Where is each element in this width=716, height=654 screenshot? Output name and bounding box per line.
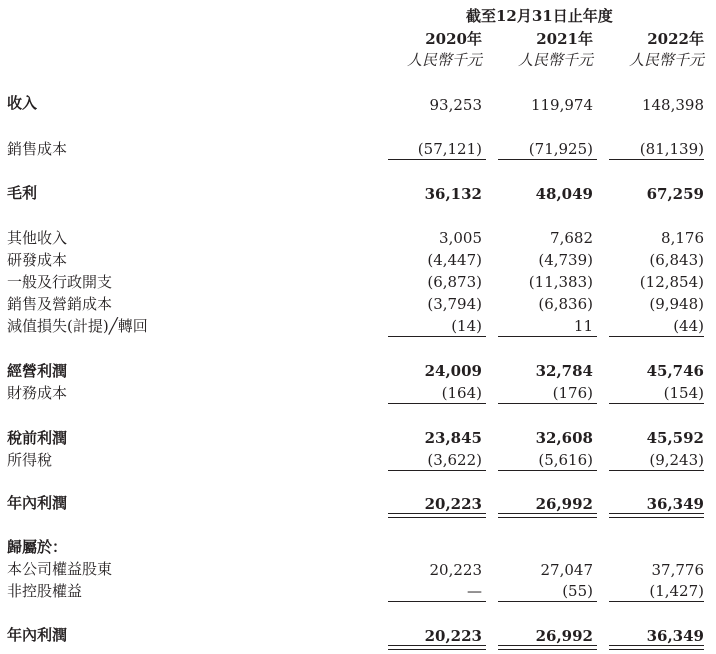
- row-label-profit-before-tax: 稅前利潤: [7, 429, 68, 447]
- income-tax-2022: (9,243): [649, 451, 704, 469]
- row-label-selling-costs: 銷售及營銷成本: [7, 295, 113, 313]
- cost-of-sales-2020: (57,121): [417, 140, 482, 158]
- unit-header-2021: 人民幣千元: [517, 51, 593, 69]
- profit-for-year-2021: 26,992: [535, 495, 593, 513]
- impairment-2022: (44): [673, 317, 704, 335]
- profit-for-year-2022: 36,349: [646, 495, 704, 513]
- year-header-2021: 2021年: [536, 30, 593, 48]
- admin-expenses-2020: (6,873): [427, 273, 482, 291]
- admin-expenses-2022: (12,854): [639, 273, 704, 291]
- income-tax-2021: (5,616): [538, 451, 593, 469]
- row-label-finance-costs: 財務成本: [7, 384, 68, 402]
- underline: [388, 403, 486, 404]
- year-header-2020: 2020年: [425, 30, 482, 48]
- double-underline: [609, 513, 704, 518]
- selling-costs-2020: (3,794): [427, 295, 482, 313]
- row-label-operating-profit: 經營利潤: [7, 362, 68, 380]
- row-label-other-income: 其他收入: [7, 229, 68, 247]
- underline: [498, 403, 597, 404]
- row-label-admin-expenses: 一般及行政開支: [7, 273, 113, 291]
- row-label-nci: 非控股權益: [7, 582, 83, 600]
- cost-of-sales-2022: (81,139): [639, 140, 704, 158]
- row-label-income-tax: 所得稅: [7, 451, 53, 469]
- rd-costs-2022: (6,843): [649, 251, 704, 269]
- unit-header-2022: 人民幣千元: [628, 51, 704, 69]
- finance-costs-2022: (154): [663, 384, 704, 402]
- year-header-2022: 2022年: [647, 30, 704, 48]
- revenue-2020: 93,253: [429, 96, 482, 114]
- underline: [388, 336, 486, 337]
- row-label-gross-profit: 毛利: [7, 184, 38, 202]
- profit-before-tax-2020: 23,845: [424, 429, 482, 447]
- row-label-rd-costs: 研發成本: [7, 251, 68, 269]
- double-underline: [388, 513, 486, 518]
- other-income-2021: 7,682: [550, 229, 593, 247]
- owners-2021: 27,047: [540, 561, 593, 579]
- gross-profit-2021: 48,049: [535, 185, 593, 203]
- underline: [609, 159, 704, 160]
- profit-for-year-total-2022: 36,349: [646, 627, 704, 645]
- underline: [498, 159, 597, 160]
- profit-before-tax-2021: 32,608: [535, 429, 593, 447]
- double-underline: [609, 645, 704, 650]
- underline: [609, 470, 704, 471]
- revenue-2022: 148,398: [641, 96, 704, 114]
- row-label-owners: 本公司權益股東: [7, 560, 113, 578]
- cost-of-sales-2021: (71,925): [528, 140, 593, 158]
- underline: [388, 601, 486, 602]
- underline: [388, 470, 486, 471]
- other-income-2022: 8,176: [661, 229, 704, 247]
- profit-for-year-total-2021: 26,992: [535, 627, 593, 645]
- rd-costs-2021: (4,739): [538, 251, 593, 269]
- row-label-cost-of-sales: 銷售成本: [7, 140, 68, 158]
- nci-2020: —: [467, 582, 482, 600]
- row-label-profit-for-year: 年內利潤: [7, 494, 68, 512]
- row-label-revenue: 收入: [7, 94, 38, 112]
- gross-profit-2022: 67,259: [646, 185, 704, 203]
- finance-costs-2021: (176): [552, 384, 593, 402]
- profit-for-year-2020: 20,223: [424, 495, 482, 513]
- impairment-2020: (14): [451, 317, 482, 335]
- nci-2022: (1,427): [649, 582, 704, 600]
- profit-before-tax-2022: 45,592: [646, 429, 704, 447]
- profit-for-year-total-2020: 20,223: [424, 627, 482, 645]
- gross-profit-2020: 36,132: [424, 185, 482, 203]
- operating-profit-2021: 32,784: [535, 362, 593, 380]
- other-income-2020: 3,005: [439, 229, 482, 247]
- owners-2022: 37,776: [651, 561, 704, 579]
- underline: [609, 336, 704, 337]
- underline: [498, 601, 597, 602]
- row-label-profit-for-year-total: 年內利潤: [7, 626, 68, 644]
- impairment-2021: 11: [573, 317, 593, 335]
- row-label-impairment: 減值損失(計提)╱轉回: [7, 317, 148, 335]
- row-label-attributable-to: 歸屬於：: [7, 538, 68, 556]
- owners-2020: 20,223: [429, 561, 482, 579]
- underline: [609, 403, 704, 404]
- selling-costs-2021: (6,836): [538, 295, 593, 313]
- selling-costs-2022: (9,948): [649, 295, 704, 313]
- underline: [498, 336, 597, 337]
- operating-profit-2022: 45,746: [646, 362, 704, 380]
- nci-2021: (55): [562, 582, 593, 600]
- period-header: 截至12月31日止年度: [466, 7, 613, 25]
- underline: [388, 159, 486, 160]
- admin-expenses-2021: (11,383): [528, 273, 593, 291]
- underline: [498, 470, 597, 471]
- underline: [609, 601, 704, 602]
- finance-costs-2020: (164): [441, 384, 482, 402]
- unit-header-2020: 人民幣千元: [406, 51, 482, 69]
- income-tax-2020: (3,622): [427, 451, 482, 469]
- double-underline: [388, 645, 486, 650]
- double-underline: [498, 513, 597, 518]
- operating-profit-2020: 24,009: [424, 362, 482, 380]
- rd-costs-2020: (4,447): [427, 251, 482, 269]
- double-underline: [498, 645, 597, 650]
- revenue-2021: 119,974: [530, 96, 593, 114]
